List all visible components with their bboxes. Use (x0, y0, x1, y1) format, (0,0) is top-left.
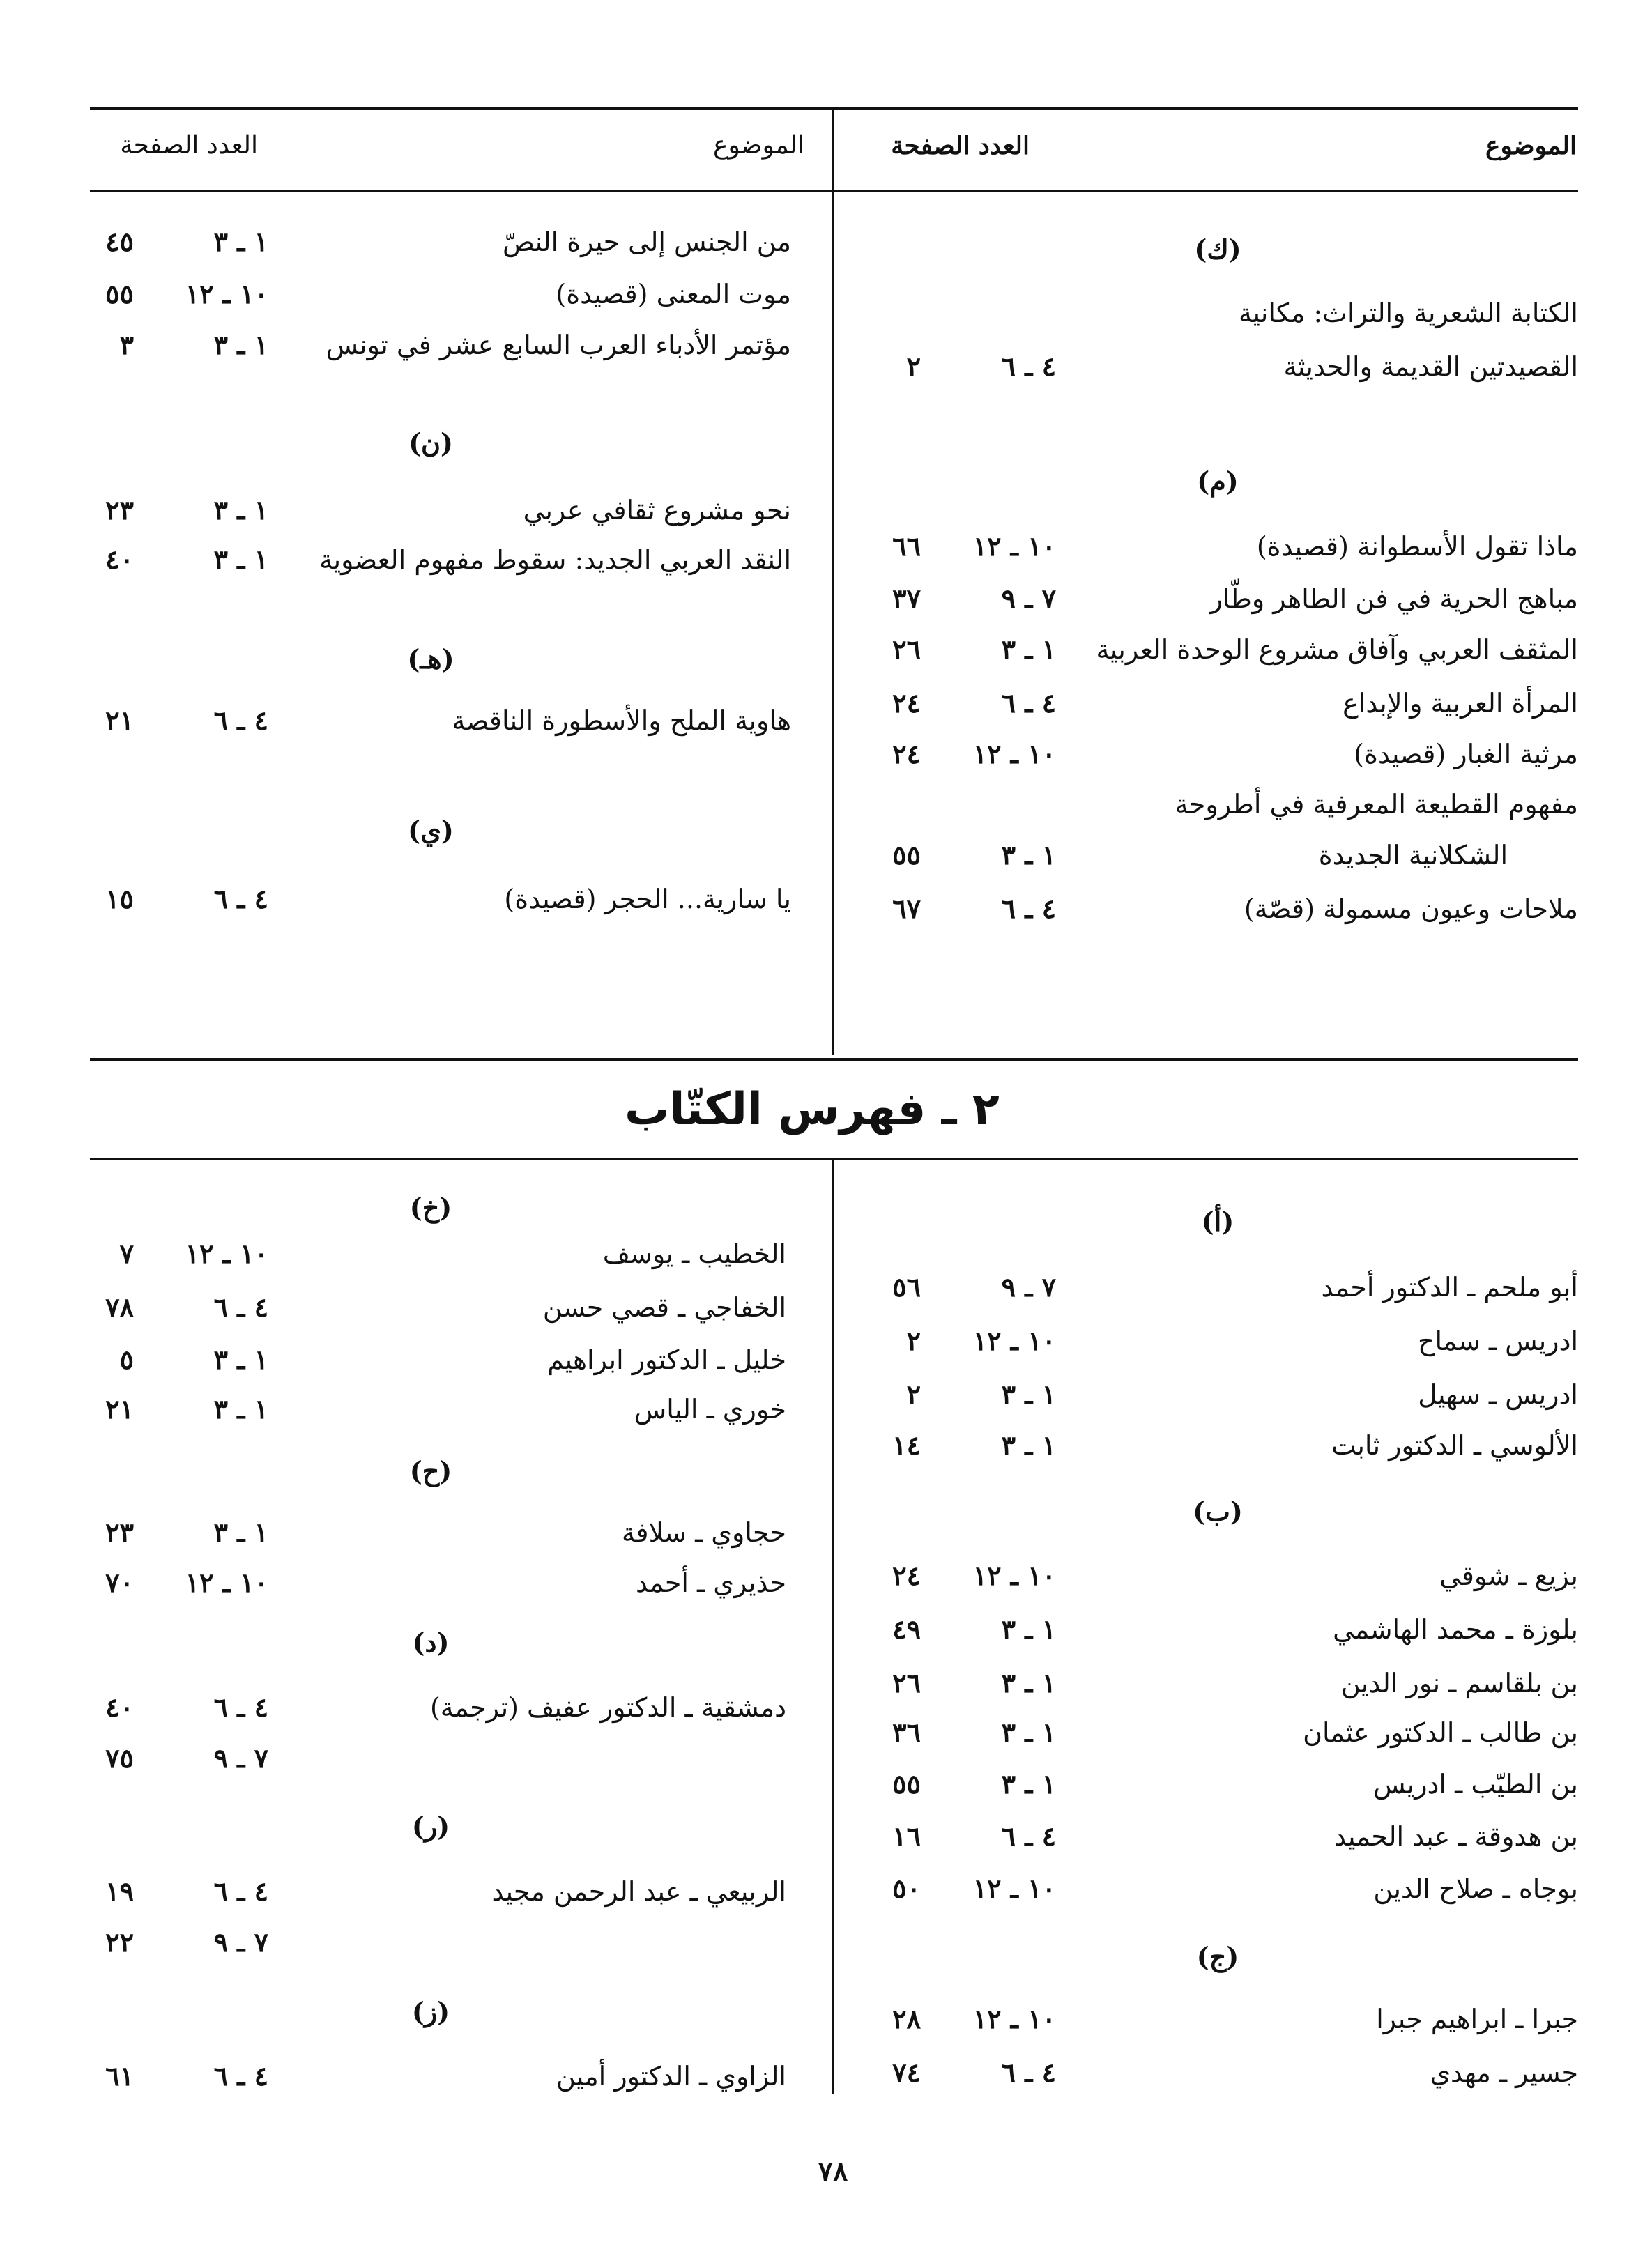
entry-issue: ٤ ـ ٦ (213, 1692, 268, 1723)
entry-issue: ١٠ ـ ١٢ (972, 1560, 1056, 1591)
entry-page: ٣٦ (892, 1717, 921, 1748)
entry-page: ٢٤ (892, 1560, 921, 1591)
entry-issue: ١ ـ ٣ (213, 494, 268, 526)
entry-page: ٢ (906, 351, 921, 382)
entry-page: ١٦ (892, 1820, 921, 1852)
letter-heading: (ز) (411, 1996, 450, 2027)
entry-page: ٤٠ (105, 544, 134, 575)
entry-issue: ٤ ـ ٦ (1001, 687, 1056, 719)
entry-issue: ٤ ـ ٦ (1001, 893, 1056, 924)
entry-title: بن طالب ـ الدكتور عثمان (1303, 1717, 1578, 1748)
entry-issue: ٧ ـ ٩ (1001, 583, 1056, 614)
entry-issue: ٤ ـ ٦ (1001, 351, 1056, 382)
entry-page: ٤٩ (892, 1613, 921, 1645)
entry-page: ٢٤ (892, 738, 921, 769)
entry-issue: ١ ـ ٣ (1001, 1379, 1056, 1410)
header-subject-left: الموضوع (712, 131, 804, 160)
entry-page: ٢٣ (105, 494, 134, 526)
entry-title: بوجاه ـ صلاح الدين (1373, 1873, 1578, 1904)
entry-title: ملاحات وعيون مسمولة (قصّة) (1244, 893, 1578, 924)
letter-heading: (د) (412, 1627, 450, 1658)
entry-issue: ١٠ ـ ١٢ (972, 1325, 1056, 1356)
entry-title: ادريس ـ سماح (1417, 1326, 1578, 1356)
entry-issue: ٤ ـ ٦ (213, 2060, 268, 2092)
entry-page: ٢٦ (892, 634, 921, 665)
entry-page: ٢١ (105, 1393, 134, 1425)
entry-title: مرثية الغبار (قصيدة) (1354, 739, 1578, 769)
entry-title: الشكلانية الجديدة (1318, 840, 1508, 870)
entry-title: دمشقية ـ الدكتور عفيف (ترجمة) (429, 1692, 786, 1723)
letter-heading: (خ) (409, 1192, 452, 1223)
entry-title: جبرا ـ ابراهيم جبرا (1376, 2004, 1578, 2034)
entry-page: ٥٥ (892, 1768, 921, 1800)
entry-page: ٢٢ (105, 1926, 134, 1958)
entry-issue: ٤ ـ ٦ (213, 883, 268, 914)
entry-page: ٥ (119, 1344, 134, 1375)
letter-heading: (ن) (408, 427, 453, 459)
entry-title: بن الطيّب ـ ادريس (1373, 1769, 1578, 1800)
entry-issue: ١ ـ ٣ (213, 544, 268, 575)
section-title: ٢ ـ فهرس الكتّاب (625, 1084, 1000, 1135)
entry-title: مباهج الحرية في فن الطاهر وطّار (1209, 583, 1578, 614)
entry-title: هاوية الملح والأسطورة الناقصة (452, 705, 791, 736)
entry-issue: ٤ ـ ٦ (213, 1875, 268, 1907)
letter-heading: (ر) (411, 1811, 450, 1842)
letter-heading: (ح) (409, 1455, 452, 1487)
letter-heading: (ب) (1193, 1496, 1243, 1527)
entry-title: الخطيب ـ يوسف (602, 1238, 786, 1269)
entry-page: ٥٦ (892, 1271, 921, 1303)
entry-title: بن هدوقة ـ عبد الحميد (1334, 1821, 1578, 1852)
letter-heading: (ك) (1194, 233, 1241, 265)
entry-title: ماذا تقول الأسطوانة (قصيدة) (1256, 531, 1578, 562)
entry-page: ٥٥ (892, 839, 921, 870)
entry-issue: ١٠ ـ ١٢ (185, 1567, 268, 1598)
entry-issue: ١٠ ـ ١٢ (185, 1238, 268, 1269)
entry-issue: ١ ـ ٣ (1001, 1613, 1056, 1645)
entry-issue: ١ ـ ٣ (1001, 634, 1056, 665)
entry-title: حجاوي ـ سلافة (621, 1517, 786, 1548)
entry-issue: ١ ـ ٣ (213, 1517, 268, 1548)
entry-title: الربيعي ـ عبد الرحمن مجيد (491, 1876, 786, 1907)
entry-issue: ١ ـ ٣ (1001, 1717, 1056, 1748)
entry-issue: ٧ ـ ٩ (213, 1742, 268, 1774)
entry-issue: ١٠ ـ ١٢ (972, 738, 1056, 769)
entry-page: ٢١ (105, 705, 134, 736)
entry-page: ٥٠ (892, 1873, 921, 1904)
entry-page: ٢٤ (892, 687, 921, 719)
section-rule-top (90, 1058, 1578, 1061)
entry-page: ٣ (119, 329, 134, 360)
entry-page: ٧٤ (892, 2057, 921, 2088)
entry-page: ١٩ (105, 1875, 134, 1907)
entry-title: مفهوم القطيعة المعرفية في أطروحة (1175, 789, 1578, 820)
entry-page: ٦٧ (892, 893, 921, 924)
entry-title: يا سارية... الحجر (قصيدة) (504, 884, 791, 914)
entry-issue: ١٠ ـ ١٢ (972, 1873, 1056, 1904)
entry-page: ٤٠ (105, 1692, 134, 1723)
column-divider-top (832, 109, 834, 1055)
header-issue-page-left: العدد الصفحة (120, 131, 258, 160)
entry-page: ١٤ (892, 1429, 921, 1461)
entry-page: ٧٥ (105, 1742, 134, 1774)
entry-title: الكتابة الشعرية والتراث: مكانية (1238, 298, 1578, 328)
entry-title: المثقف العربي وآفاق مشروع الوحدة العربية (1096, 634, 1578, 665)
entry-issue: ١ ـ ٣ (213, 1344, 268, 1375)
entry-title: جسير ـ مهدي (1430, 2057, 1578, 2088)
entry-title: موت المعنى (قصيدة) (556, 279, 791, 309)
entry-page: ٤٥ (105, 226, 134, 257)
entry-issue: ١ ـ ٣ (1001, 1429, 1056, 1461)
entry-title: بزيع ـ شوقي (1439, 1560, 1578, 1591)
entry-page: ٢٨ (892, 2003, 921, 2034)
entry-page: ٢ (906, 1379, 921, 1410)
entry-title: بن بلقاسم ـ نور الدين (1340, 1668, 1578, 1698)
entry-title: نحو مشروع ثقافي عربي (523, 495, 791, 526)
entry-issue: ٤ ـ ٦ (213, 1291, 268, 1323)
entry-title: المرأة العربية والإبداع (1343, 688, 1578, 719)
entry-title: الزاوي ـ الدكتور أمين (556, 2061, 786, 2092)
entry-issue: ٤ ـ ٦ (1001, 2057, 1056, 2088)
entry-issue: ١ ـ ٣ (1001, 1667, 1056, 1698)
letter-heading: (م) (1197, 466, 1239, 497)
entry-page: ٥٥ (105, 278, 134, 309)
entry-page: ٧ (119, 1238, 134, 1269)
entry-issue: ١ ـ ٣ (213, 1393, 268, 1425)
entry-issue: ١ ـ ٣ (213, 329, 268, 360)
letter-heading: (ج) (1196, 1941, 1239, 1972)
entry-issue: ١ ـ ٣ (1001, 1768, 1056, 1800)
entry-title: خوري ـ الياس (634, 1394, 786, 1425)
entry-issue: ١٠ ـ ١٢ (972, 2003, 1056, 2034)
entry-title: الألوسي ـ الدكتور ثابت (1331, 1430, 1578, 1461)
entry-page: ٦١ (105, 2060, 134, 2092)
entry-title: النقد العربي الجديد: سقوط مفهوم العضوية (319, 544, 791, 575)
entry-title: حذيري ـ أحمد (636, 1567, 786, 1598)
entry-page: ٦٦ (892, 530, 921, 562)
entry-title: بلوزة ـ محمد الهاشمي (1333, 1614, 1578, 1645)
entry-page: ٧٨ (105, 1291, 134, 1323)
entry-title: من الجنس إلى حيرة النصّ (503, 227, 791, 257)
entry-issue: ٧ ـ ٩ (1001, 1271, 1056, 1303)
entry-issue: ١٠ ـ ١٢ (185, 278, 268, 309)
entry-title: الخفاجي ـ قصي حسن (542, 1292, 786, 1323)
entry-issue: ١٠ ـ ١٢ (972, 530, 1056, 562)
entry-issue: ١ ـ ٣ (213, 226, 268, 257)
entry-title: أبو ملحم ـ الدكتور أحمد (1321, 1272, 1578, 1303)
entry-page: ٧٠ (105, 1567, 134, 1598)
entry-issue: ٤ ـ ٦ (213, 705, 268, 736)
entry-page: ٣٧ (892, 583, 921, 614)
entry-title: ادريس ـ سهيل (1418, 1379, 1578, 1410)
letter-heading: (هـ) (407, 643, 454, 675)
entry-page: ٢٣ (105, 1517, 134, 1548)
header-subject-right: الموضوع (1485, 131, 1577, 160)
column-divider-bottom (832, 1159, 834, 2094)
page-number: ٧٨ (818, 2155, 848, 2188)
letter-heading: (ي) (408, 815, 454, 846)
entry-page: ٢ (906, 1325, 921, 1356)
entry-issue: ٧ ـ ٩ (213, 1926, 268, 1958)
entry-page: ٢٦ (892, 1667, 921, 1698)
entry-issue: ١ ـ ٣ (1001, 839, 1056, 870)
entry-issue: ٤ ـ ٦ (1001, 1820, 1056, 1852)
entry-title: خليل ـ الدكتور ابراهيم (547, 1344, 786, 1375)
letter-heading: (أ) (1201, 1206, 1234, 1237)
entry-page: ١٥ (105, 883, 134, 914)
entry-title: القصيدتين القديمة والحديثة (1283, 351, 1578, 382)
entry-title: مؤتمر الأدباء العرب السابع عشر في تونس (326, 330, 791, 360)
header-issue-page-right: العدد الصفحة (891, 131, 1030, 160)
